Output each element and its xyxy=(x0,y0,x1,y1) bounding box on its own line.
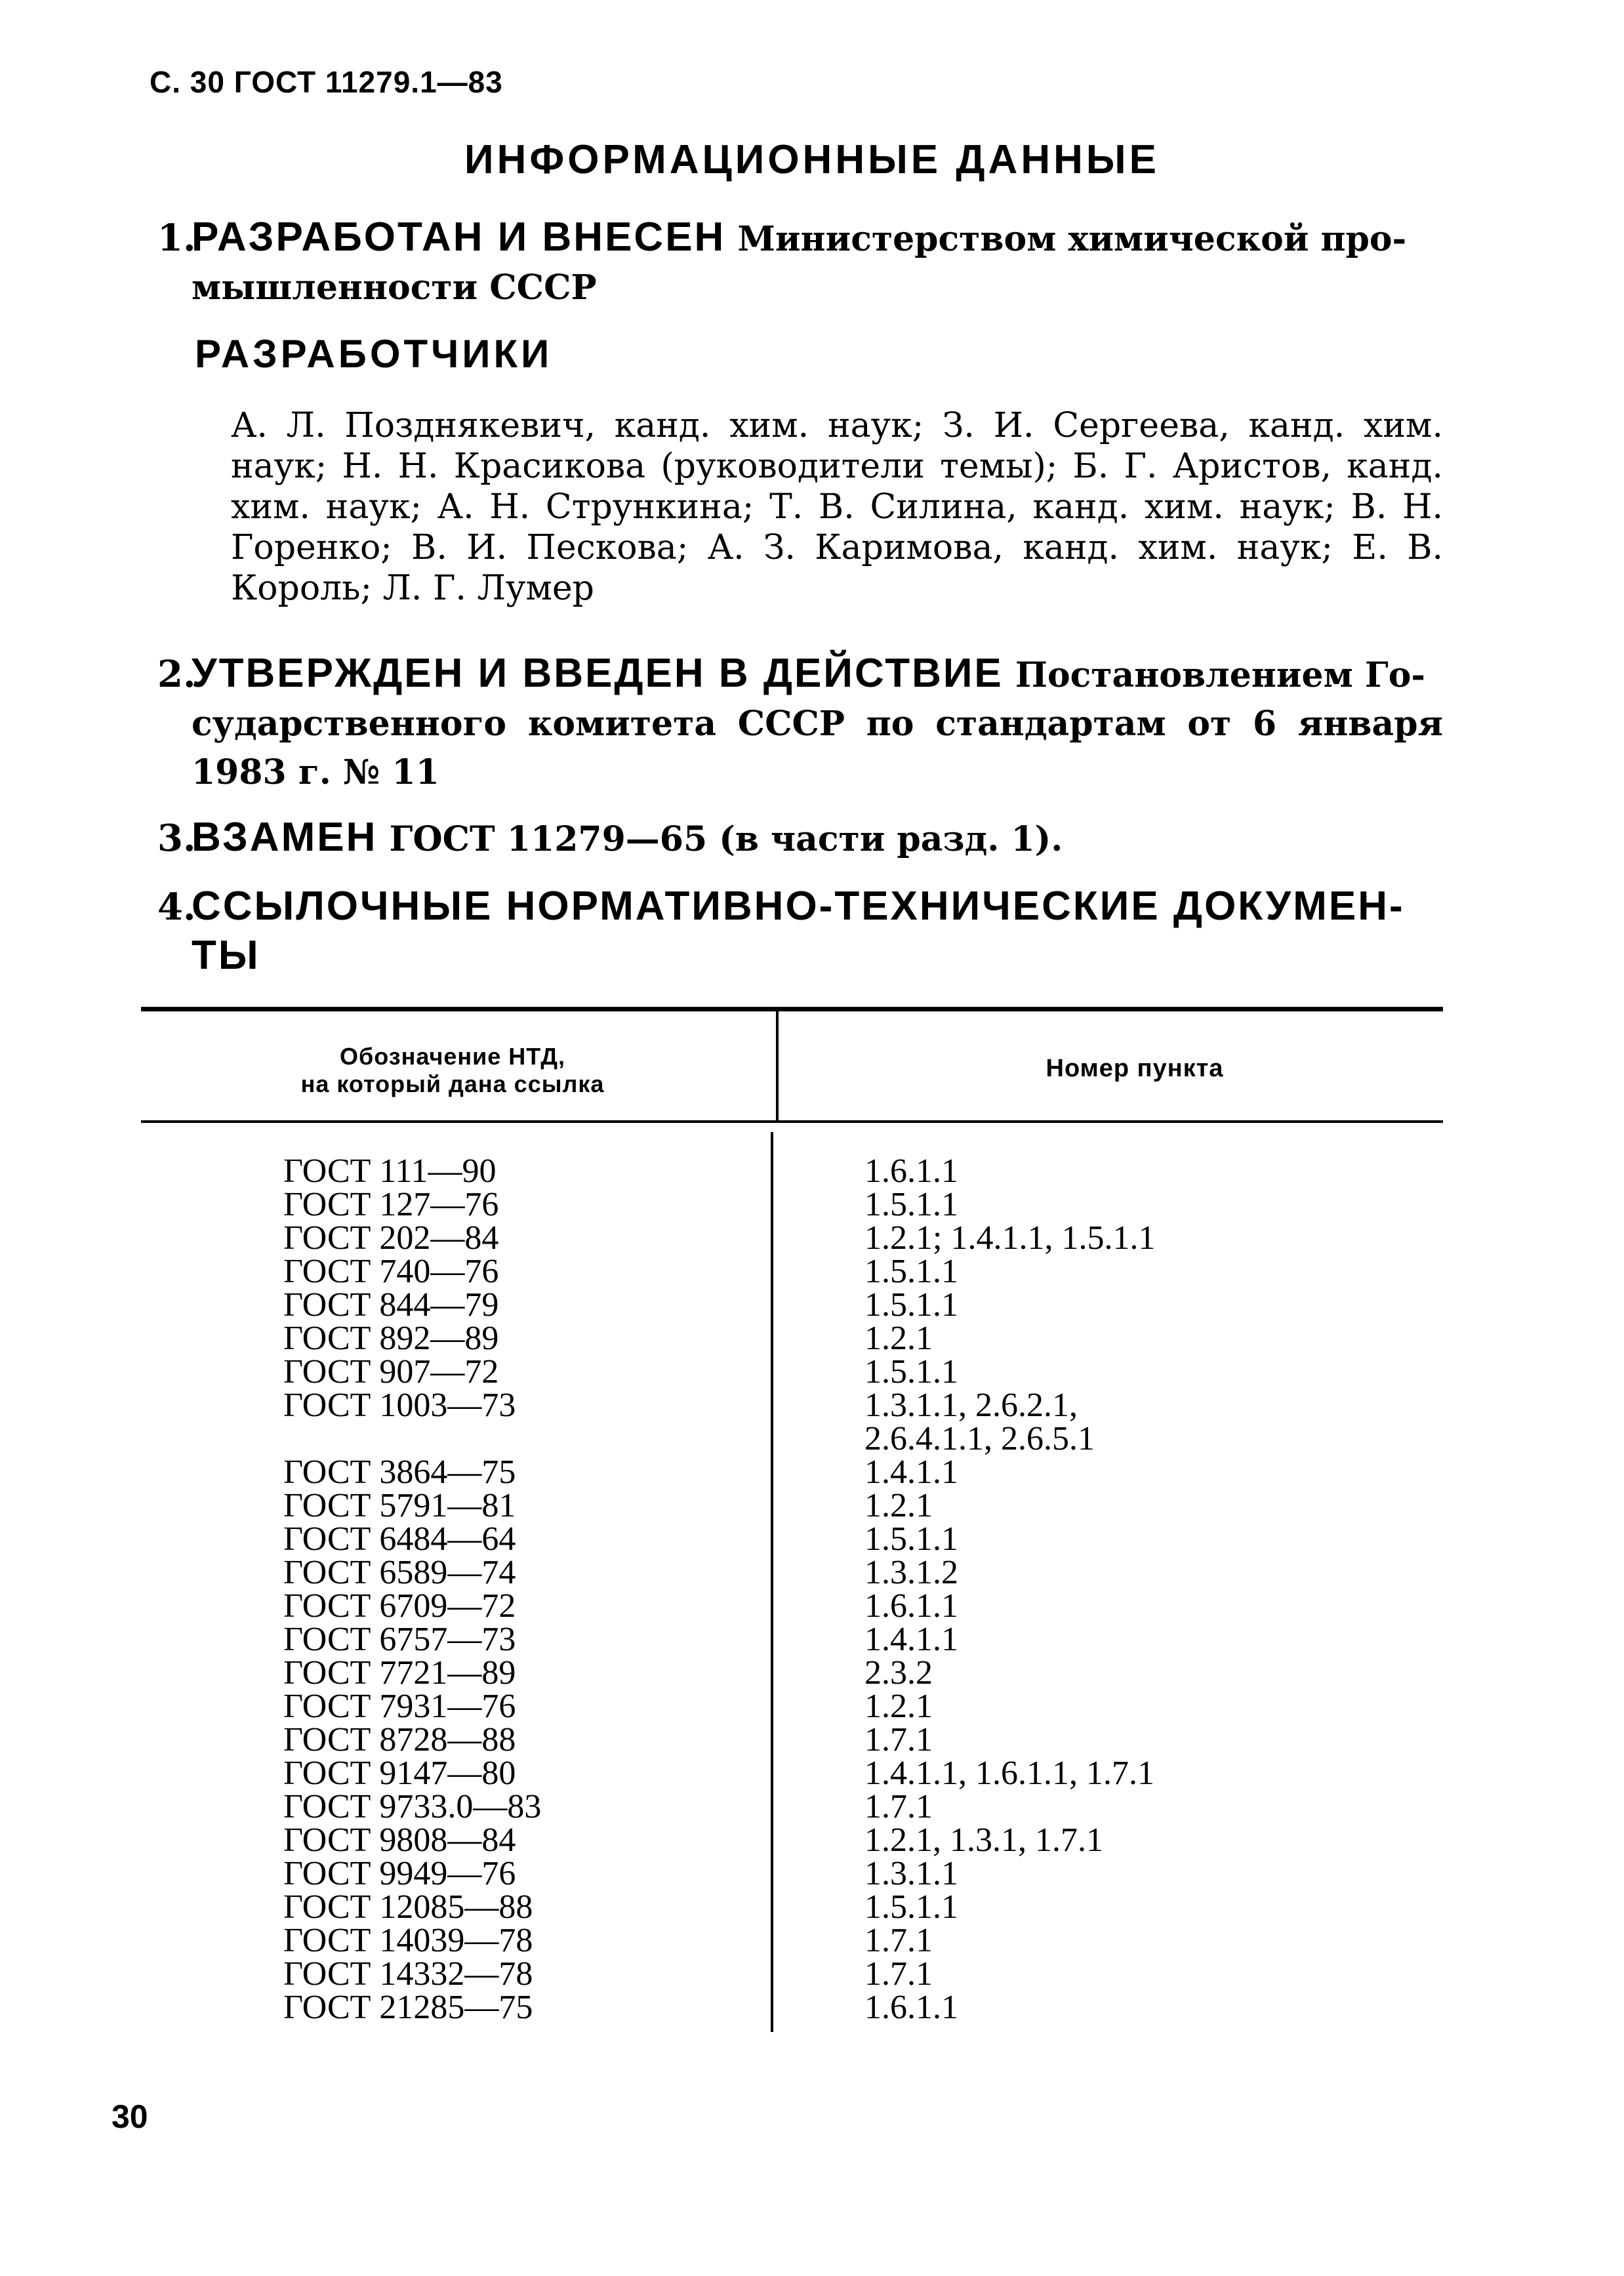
section-number: 2. xyxy=(157,653,196,696)
table-row xyxy=(0,1757,1624,1790)
table-row xyxy=(0,1656,1624,1690)
section-number: 1. xyxy=(157,216,196,260)
section-4 xyxy=(157,882,1443,980)
developers-heading: РАЗРАБОТЧИКИ xyxy=(195,332,553,376)
table-header-line: на который дана ссылка xyxy=(300,1070,605,1097)
developers-list: А. Л. Позднякевич, канд. хим. наук; З. И. Сергеева, канд. хим. наук; Н. Н. Красикова (руководители темы); Б. Г. Аристов, канд. хим. наук; А. Н. Стрункина; Т. В. Силина, канд. хим. наук; В. Н. Горенко; В. И. Пескова; А. З. Каримова, канд. хим. наук; Е. В. Король; Л. Г. Лумер xyxy=(231,406,1443,608)
table-row xyxy=(0,1522,1624,1556)
row-designation: ГОСТ 1003—73 xyxy=(283,1387,516,1424)
row-point-numbers: 1.2.1, 1.3.1, 1.7.1 xyxy=(864,1821,1103,1859)
section-heading: ВЗАМЕН xyxy=(192,815,378,860)
page-header: С. 30 ГОСТ 11279.1—83 xyxy=(150,65,503,99)
section-1 xyxy=(157,213,1443,312)
table-row xyxy=(0,1556,1624,1589)
document-title: ИНФОРМАЦИОННЫЕ ДАННЫЕ xyxy=(464,137,1160,182)
row-designation: ГОСТ 111—90 xyxy=(283,1152,497,1190)
table-row xyxy=(0,1890,1624,1924)
row-designation: ГОСТ 9147—80 xyxy=(283,1755,516,1792)
row-designation: ГОСТ 9949—76 xyxy=(283,1855,516,1892)
row-point-numbers: 1.5.1.1 xyxy=(864,1520,958,1558)
table-row xyxy=(0,1255,1624,1288)
row-point-numbers: 1.3.1.1 xyxy=(864,1855,958,1892)
section-heading: ССЫЛОЧНЫЕ НОРМАТИВНО-ТЕХНИЧЕСКИЕ ДОКУМЕН- xyxy=(192,884,1405,929)
row-point-numbers: 2.3.2 xyxy=(864,1654,933,1692)
table-header-line: Обозначение НТД, xyxy=(339,1043,566,1070)
table-row xyxy=(0,1623,1624,1656)
table-row xyxy=(0,1389,1624,1455)
row-designation: ГОСТ 9808—84 xyxy=(283,1821,516,1859)
table-row xyxy=(0,1288,1624,1322)
table-top-rule xyxy=(141,1007,1443,1011)
section-body: Министерством химической про- xyxy=(725,219,1407,259)
row-point-numbers: 1.5.1.1 xyxy=(864,1353,958,1391)
row-designation: ГОСТ 202—84 xyxy=(283,1219,499,1257)
row-point-numbers: 1.4.1.1, 1.6.1.1, 1.7.1 xyxy=(864,1755,1154,1792)
section-heading: УТВЕРЖДЕН И ВВЕДЕН В ДЕЙСТВИЕ xyxy=(192,651,1004,696)
row-point-numbers: 1.7.1 xyxy=(864,1922,933,1959)
row-designation: ГОСТ 3864—75 xyxy=(283,1453,516,1491)
page-number: 30 xyxy=(112,2098,148,2135)
section-number: 3. xyxy=(157,817,196,860)
row-point-numbers: 1.6.1.1 xyxy=(864,1989,958,2026)
row-designation: ГОСТ 7931—76 xyxy=(283,1688,516,1725)
row-point-numbers: 1.6.1.1 xyxy=(864,1587,958,1625)
table-header-rule xyxy=(141,1120,1443,1123)
row-designation: ГОСТ 7721—89 xyxy=(283,1654,516,1692)
row-point-numbers: 1.3.1.1, 2.6.2.1, 2.6.4.1.1, 2.6.5.1 xyxy=(864,1387,1095,1457)
section-2 xyxy=(157,649,1443,797)
section-number: 4. xyxy=(157,885,196,929)
row-designation: ГОСТ 8728—88 xyxy=(283,1721,516,1758)
section-heading: РАЗРАБОТАН И ВНЕСЕН xyxy=(192,214,726,260)
row-designation: ГОСТ 14039—78 xyxy=(283,1922,533,1959)
row-point-numbers: 1.2.1; 1.4.1.1, 1.5.1.1 xyxy=(864,1219,1156,1257)
row-designation: ГОСТ 127—76 xyxy=(283,1186,499,1223)
row-point-numbers: 1.7.1 xyxy=(864,1788,933,1825)
row-designation: ГОСТ 6757—73 xyxy=(283,1621,516,1658)
table-row xyxy=(0,1589,1624,1623)
table-row xyxy=(0,1857,1624,1890)
table-row xyxy=(0,1455,1624,1489)
table-row xyxy=(0,1355,1624,1389)
row-point-numbers: 1.5.1.1 xyxy=(864,1286,958,1324)
table-header-designation xyxy=(216,1043,689,1098)
row-point-numbers: 1.3.1.2 xyxy=(864,1554,958,1591)
table-row xyxy=(0,1957,1624,1991)
row-designation: ГОСТ 892—89 xyxy=(283,1320,499,1357)
section-continuation: сударственного комитета СССР по стандартам от 6 января 1983 г. № 11 xyxy=(192,704,1443,792)
table-row xyxy=(0,1924,1624,1957)
row-designation: ГОСТ 14332—78 xyxy=(283,1955,533,1993)
row-point-numbers: 1.2.1 xyxy=(864,1688,933,1725)
reference-table-body xyxy=(0,1154,1624,2024)
row-designation: ГОСТ 6709—72 xyxy=(283,1587,516,1625)
table-row xyxy=(0,1154,1624,1188)
row-designation: ГОСТ 907—72 xyxy=(283,1353,499,1391)
table-header-point-number: Номер пункта xyxy=(1045,1055,1224,1082)
row-point-numbers: 1.6.1.1 xyxy=(864,1152,958,1190)
row-point-numbers: 1.2.1 xyxy=(864,1320,933,1357)
table-row xyxy=(0,1221,1624,1255)
row-point-numbers: 1.4.1.1 xyxy=(864,1621,958,1658)
table-row xyxy=(0,1690,1624,1723)
table-row xyxy=(0,1723,1624,1757)
row-designation: ГОСТ 844—79 xyxy=(283,1286,499,1324)
table-row xyxy=(0,1489,1624,1522)
section-continuation: мышленности СССР xyxy=(192,268,597,308)
table-row xyxy=(0,1823,1624,1857)
row-point-numbers: 1.4.1.1 xyxy=(864,1453,958,1491)
table-row xyxy=(0,1322,1624,1355)
row-point-numbers: 1.5.1.1 xyxy=(864,1253,958,1290)
row-designation: ГОСТ 12085—88 xyxy=(283,1888,533,1926)
table-row xyxy=(0,1188,1624,1221)
table-row xyxy=(0,1790,1624,1823)
section-3 xyxy=(157,813,1443,864)
row-point-numbers: 1.7.1 xyxy=(864,1955,933,1993)
row-point-numbers: 1.5.1.1 xyxy=(864,1186,958,1223)
row-point-numbers: 1.2.1 xyxy=(864,1487,933,1524)
table-row xyxy=(0,1991,1624,2024)
row-designation: ГОСТ 6589—74 xyxy=(283,1554,516,1591)
row-designation: ГОСТ 9733.0—83 xyxy=(283,1788,542,1825)
section-continuation: ТЫ xyxy=(192,933,260,978)
table-header-divider xyxy=(776,1011,779,1120)
section-body: ГОСТ 11279—65 (в части разд. 1). xyxy=(377,819,1063,859)
row-designation: ГОСТ 5791—81 xyxy=(283,1487,516,1524)
row-point-numbers: 1.5.1.1 xyxy=(864,1888,958,1926)
row-designation: ГОСТ 6484—64 xyxy=(283,1520,516,1558)
row-designation: ГОСТ 21285—75 xyxy=(283,1989,533,2026)
row-designation: ГОСТ 740—76 xyxy=(283,1253,499,1290)
section-body: Постановлением Го- xyxy=(1003,655,1426,695)
row-point-numbers: 1.7.1 xyxy=(864,1721,933,1758)
